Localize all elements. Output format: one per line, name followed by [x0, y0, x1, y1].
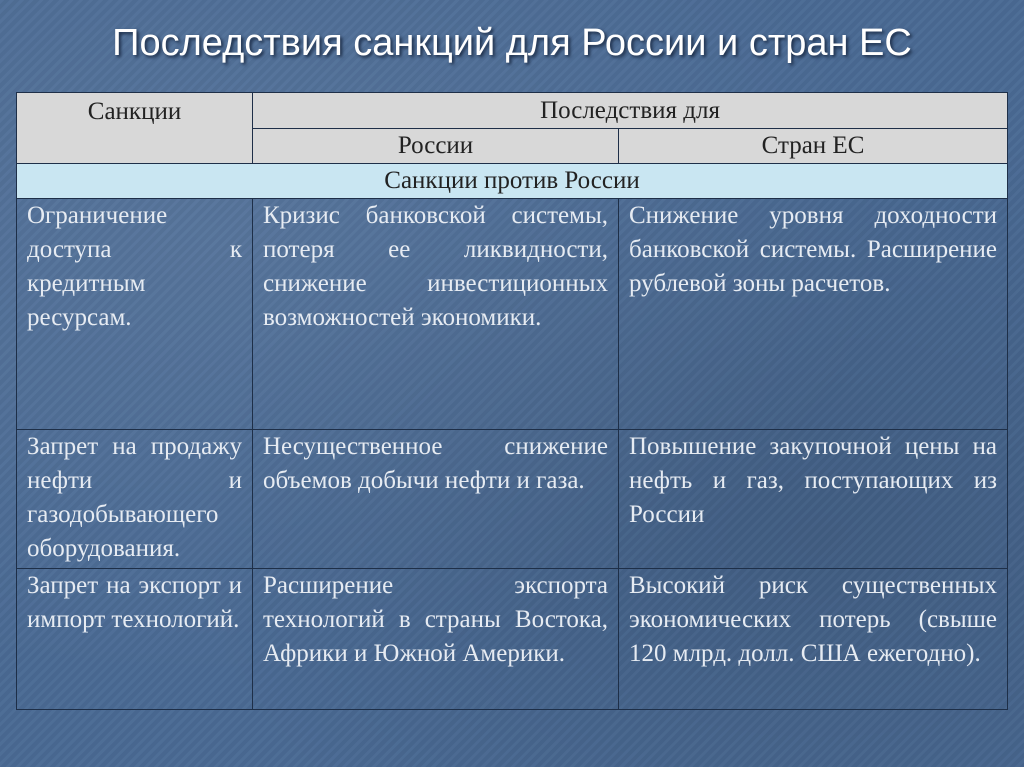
- header-eu: Стран ЕС: [619, 129, 1008, 164]
- russia-consequence-cell: Несущественное снижение объемов добычи нефти и газа.: [253, 430, 619, 569]
- header-sanctions: Санкции: [17, 93, 253, 164]
- eu-consequence-cell: Снижение уровня доходности банковской системы. Расширение рублевой зоны расчетов.: [619, 199, 1008, 430]
- sanction-cell: Запрет на продажу нефти и газодобывающего оборудования.: [17, 430, 253, 569]
- sanction-cell: Запрет на экспорт и импорт технологий.: [17, 569, 253, 710]
- table-row: [17, 430, 1008, 569]
- sanctions-table: [16, 92, 1008, 710]
- section-row: Санкции против России: [17, 164, 1008, 199]
- slide-title: Последствия санкций для России и стран ЕС: [112, 22, 912, 64]
- header-consequences: Последствия для: [253, 93, 1008, 129]
- header-russia: России: [253, 129, 619, 164]
- table-row: [17, 569, 1008, 710]
- eu-consequence-cell: Высокий риск существенных экономических потерь (свыше 120 млрд. долл. США ежегодно).: [619, 569, 1008, 710]
- eu-consequence-cell: Повышение закупочной цены на нефть и газ, поступающих из России: [619, 430, 1008, 569]
- sanction-cell: Ограничение доступа к кредитным ресурсам.: [17, 199, 253, 430]
- russia-consequence-cell: Расширение экспорта технологий в страны Востока, Африки и Южной Америки.: [253, 569, 619, 710]
- table-row: [17, 199, 1008, 430]
- russia-consequence-cell: Кризис банковской системы, потеря ее ликвидности, снижение инвестиционных возможностей экономики.: [253, 199, 619, 430]
